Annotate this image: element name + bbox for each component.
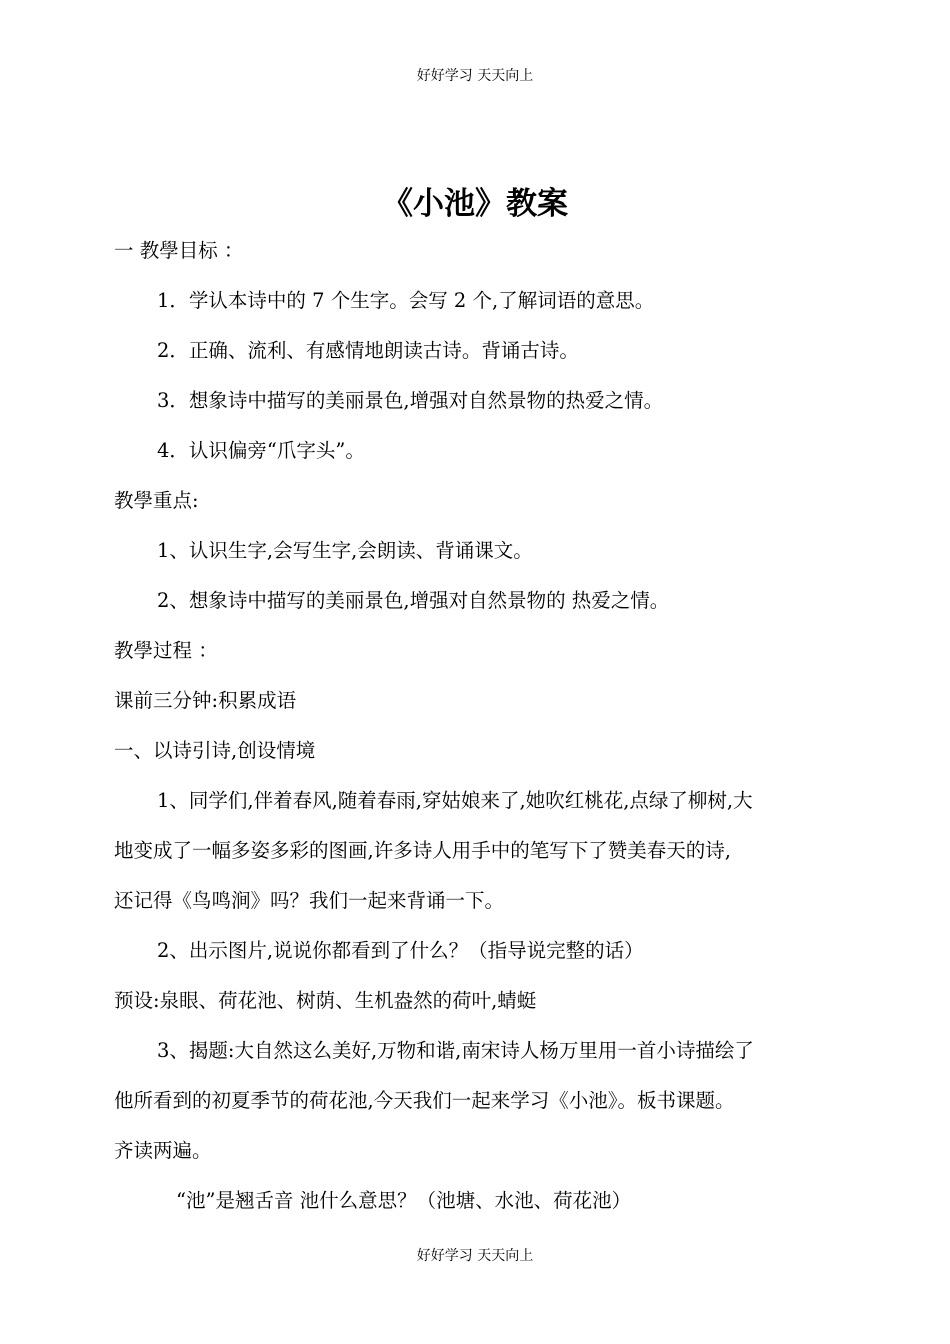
paragraph-line: 地变成了一幅多姿多彩的图画,许多诗人用手中的笔写下了赞美春天的诗, <box>114 839 731 862</box>
objective-item-1: 1．学认本诗中的 7 个生字。会写 2 个,了解词语的意思。 <box>157 289 655 312</box>
objective-item-3: 3．想象诗中描写的美丽景色,增强对自然景物的热爱之情。 <box>157 389 664 412</box>
paragraph-line: 还记得《鸟鸣涧》吗？我们一起来背诵一下。 <box>114 889 505 912</box>
objective-item-2: 2．正确、流利、有感情地朗读古诗。背诵古诗。 <box>157 339 579 362</box>
document-title: 《小池》教案 <box>382 186 568 222</box>
pre-class-activity: 课前三分钟:积累成语 <box>114 689 297 712</box>
paragraph-line: 3、揭题:大自然这么美好,万物和谐,南宋诗人杨万里用一首小诗描绘了 <box>157 1039 754 1062</box>
key-point-item-1: 1、认识生字,会写生字,会朗读、背诵课文。 <box>157 539 533 562</box>
paragraph-line: 齐读两遍。 <box>114 1139 212 1162</box>
page-header: 好好学习 天天向上 <box>416 68 534 84</box>
step-heading-1: 一、以诗引诗,创设情境 <box>114 739 316 762</box>
key-point-item-2: 2、想象诗中描写的美丽景色,增强对自然景物的 热爱之情。 <box>157 589 670 612</box>
page-footer: 好好学习 天天向上 <box>416 1248 534 1264</box>
section-heading-key-points: 教學重点: <box>114 489 199 512</box>
paragraph-line: 预设:泉眼、荷花池、树荫、生机盎然的荷叶,蜻蜓 <box>114 989 537 1012</box>
section-heading-objectives: 一 教學目标 ： <box>114 239 244 262</box>
objective-item-4: 4．认识偏旁“爪字头”。 <box>157 439 365 462</box>
paragraph-line: 1、同学们,伴着春风,随着春雨,穿姑娘来了,她吹红桃花,点绿了柳树,大 <box>157 789 753 812</box>
section-heading-process: 教學过程 ： <box>114 639 218 662</box>
paragraph-line: 2、出示图片,说说你都看到了什么？（指导说完整的话） <box>157 939 644 962</box>
paragraph-line: “池”是翘舌音 池什么意思？（池塘、水池、荷花池） <box>176 1189 632 1212</box>
paragraph-line: 他所看到的初夏季节的荷花池,今天我们一起来学习《小池》。板书课题。 <box>114 1089 735 1112</box>
